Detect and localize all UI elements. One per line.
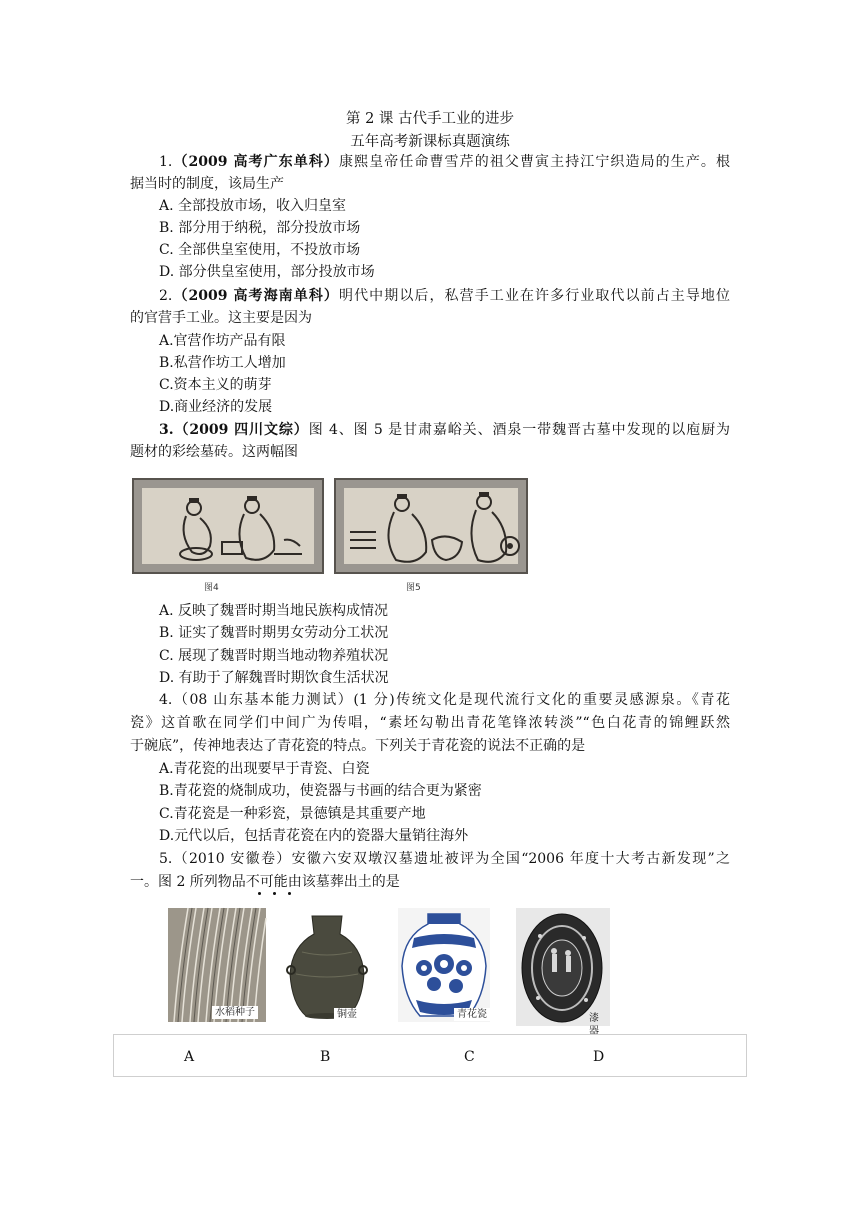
bronze-pot-image — [282, 912, 372, 1022]
q5-choice-c: C — [464, 1049, 475, 1065]
rice-seeds-image — [168, 908, 266, 1022]
q1-option-c: C. 全部供皇室使用，不投放市场 — [159, 242, 361, 258]
q1-option-d: D. 部分供皇室使用，部分投放市场 — [159, 264, 375, 280]
q5-choice-d: D — [593, 1049, 605, 1065]
q2-source: （2009 高考海南单科） — [172, 288, 339, 304]
lacquerware-image — [516, 908, 610, 1037]
q1-source: （2009 高考广东单科） — [172, 154, 339, 170]
figure-5-brick-painting — [334, 478, 528, 574]
q2-option-d: D.商业经济的发展 — [159, 399, 273, 415]
q5-stem-line2: 一。图 2 所列物品不可能由该墓葬出土的是 — [130, 874, 400, 890]
q4-option-c: C.青花瓷是一种彩瓷，景德镇是其重要产地 — [159, 806, 426, 822]
q3-stem-line2: 题材的彩绘墓砖。这两幅图 — [130, 444, 298, 460]
blue-white-porcelain-image — [398, 908, 490, 1022]
q3-stem-line1: 3.（2009 四川文综）图 4、图 5 是甘肃嘉峪关、酒泉一带魏晋古墓中发现的以庖厨为 — [159, 422, 730, 438]
lacquerware-label: 漆器 — [589, 1013, 599, 1037]
q1-stem-line2: 据当时的制度，该局生产 — [130, 176, 284, 192]
section-subtitle: 五年高考新课标真题演练 — [350, 134, 510, 150]
figure-5-caption: 图5 — [406, 583, 421, 593]
q3-option-d: D. 有助于了解魏晋时期饮食生活状况 — [159, 670, 389, 686]
q5-stem-line1: 5.（2010 安徽卷）安徽六安双墩汉墓遗址被评为全国“2006 年度十大考古新发现”之 — [159, 851, 730, 867]
q3-option-b: B. 证实了魏晋时期男女劳动分工状况 — [159, 625, 389, 641]
q2-option-a: A.官营作坊产品有限 — [159, 333, 286, 349]
q5-choice-a: A — [184, 1049, 195, 1065]
q5-choice-row — [113, 1034, 747, 1077]
porcelain-label: 青花瓷 — [454, 1008, 490, 1021]
porcelain-jar-drawing — [398, 908, 490, 1022]
rice-seeds-label: 水稻种子 — [212, 1006, 258, 1019]
rice-stalks-drawing — [168, 908, 266, 1022]
q3-source: （2009 四川文综） — [173, 422, 309, 438]
q4-stem-line1: 4.（08 山东基本能力测试）(1 分)传统文化是现代流行文化的重要灵感源泉。《青花 — [159, 692, 730, 708]
q1-option-b: B. 部分用于纳税，部分投放市场 — [159, 220, 361, 236]
figure-4-caption: 图4 — [204, 583, 219, 593]
q2-option-c: C.资本主义的萌芽 — [159, 377, 272, 393]
lacquer-box-drawing — [516, 908, 610, 1026]
bronze-pot-label: 铜壶 — [334, 1008, 360, 1021]
q5-choice-b: B — [320, 1049, 331, 1065]
q4-stem-line3: 于碗底”，传神地表达了青花瓷的特点。下列关于青花瓷的说法不正确的是 — [130, 738, 586, 754]
q4-option-b: B.青花瓷的烧制成功，使瓷器与书画的结合更为紧密 — [159, 783, 482, 799]
q3-option-a: A. 反映了魏晋时期当地民族构成情况 — [159, 603, 389, 619]
q3-option-c: C. 展现了魏晋时期当地动物养殖状况 — [159, 648, 389, 664]
q4-option-d: D.元代以后，包括青花瓷在内的瓷器大量销往海外 — [159, 828, 469, 844]
figure-5-drawing — [336, 480, 530, 576]
bronze-pot-drawing — [282, 912, 372, 1022]
q4-option-a: A.青花瓷的出现要早于青瓷、白瓷 — [159, 761, 370, 777]
q1-stem-line1: 1.（2009 高考广东单科）康熙皇帝任命曹雪芹的祖父曹寅主持江宁织造局的生产。根 — [159, 154, 730, 170]
q2-option-b: B.私营作坊工人增加 — [159, 355, 286, 371]
emphasis-dots — [253, 892, 297, 896]
q1-option-a: A. 全部投放市场，收入归皇室 — [159, 198, 347, 214]
figure-4-drawing — [134, 480, 326, 576]
q4-stem-line2: 瓷》这首歌在同学们中间广为传唱，“素坯勾勒出青花笔锋浓转淡”“色白花青的锦鲤跃然 — [130, 715, 730, 731]
q2-stem-line2: 的官营手工业。这主要是因为 — [130, 310, 312, 326]
q2-stem-line1: 2.（2009 高考海南单科）明代中期以后，私营手工业在许多行业取代以前占主导地位 — [159, 288, 730, 304]
lesson-title: 第 2 课 古代手工业的进步 — [345, 111, 515, 127]
figure-4-brick-painting — [132, 478, 324, 574]
